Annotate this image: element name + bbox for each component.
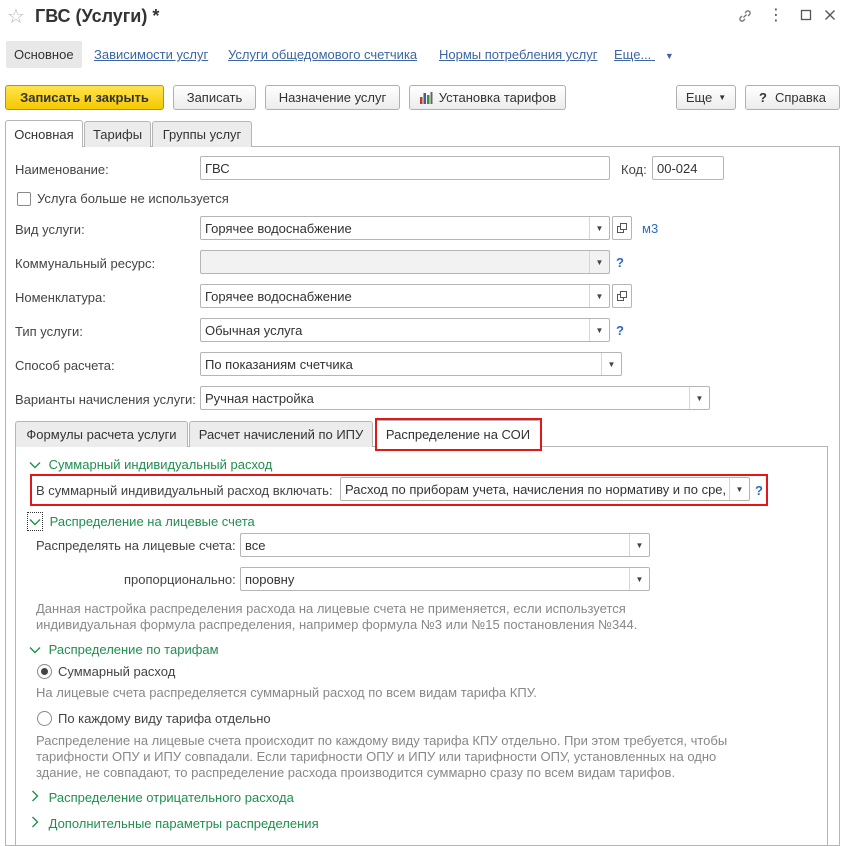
unit-link[interactable]: м3 xyxy=(642,221,659,236)
open-icon[interactable] xyxy=(612,284,632,308)
set-tariffs-button[interactable] xyxy=(409,85,566,110)
tab-formulas[interactable]: Формулы расчета услуги xyxy=(15,421,188,447)
tab-service-groups[interactable]: Группы услуг xyxy=(152,121,252,147)
calc-method-select[interactable] xyxy=(200,352,622,376)
name-input[interactable] xyxy=(200,156,610,180)
link-icon[interactable] xyxy=(737,8,753,27)
radio-each-tariff-label: По каждому виду тарифа отдельно xyxy=(58,711,271,726)
variants-select[interactable] xyxy=(200,386,710,410)
group-negative-distribution-title: Распределение отрицательного расхода xyxy=(48,790,294,805)
set-tariffs-label: Установка тарифов xyxy=(438,90,557,105)
nav-main[interactable]: Основное xyxy=(6,41,82,68)
group-additional-params[interactable] xyxy=(31,816,319,831)
save-and-close-button[interactable]: Записать и закрыть xyxy=(5,85,164,110)
chevron-right-icon xyxy=(31,816,39,831)
radio-each-tariff[interactable] xyxy=(37,711,52,726)
help-button-label: Справка xyxy=(774,90,826,105)
group-account-distribution-title: Распределение на лицевые счета xyxy=(49,514,255,529)
dropdown-arrow-icon[interactable]: ▼ xyxy=(589,285,609,307)
group-negative-distribution[interactable] xyxy=(31,790,294,805)
dropdown-arrow-icon[interactable]: ▼ xyxy=(589,217,609,239)
nav-consumption-norms[interactable]: Нормы потребления услуг xyxy=(439,47,598,62)
open-icon[interactable] xyxy=(612,216,632,240)
more-button[interactable] xyxy=(676,85,736,110)
chevron-down-icon: ▼ xyxy=(718,93,727,102)
group-tariff-distribution[interactable] xyxy=(29,642,219,657)
dropdown-arrow-icon[interactable]: ▼ xyxy=(589,319,609,341)
code-input[interactable] xyxy=(652,156,724,180)
distribution-note: Данная настройка распределения расхода на лицевые счета не применяется, если используется индивидуальная формула распределения, например формула №3 или №15 постановления №344. xyxy=(36,601,638,632)
nomenclature-label: Номенклатура: xyxy=(15,290,106,305)
nav-more-label: Еще... xyxy=(614,47,652,62)
code-value: 00-024 xyxy=(657,160,698,176)
dropdown-arrow-icon[interactable]: ▼ xyxy=(589,251,609,273)
name-label: Наименование: xyxy=(15,162,109,177)
nav-building-meter-services[interactable]: Услуги общедомового счетчика xyxy=(228,47,418,62)
chevron-down-icon xyxy=(29,642,41,657)
not-used-label: Услуга больше не используется xyxy=(37,191,229,206)
not-used-checkbox[interactable] xyxy=(17,192,31,206)
dropdown-arrow-icon[interactable]: ▼ xyxy=(629,568,649,590)
distribute-select[interactable] xyxy=(240,533,650,557)
dropdown-arrow-icon[interactable]: ▼ xyxy=(629,534,649,556)
resource-select[interactable] xyxy=(200,250,610,274)
chevron-right-icon xyxy=(31,790,39,805)
bar-chart-icon xyxy=(419,91,433,104)
dropdown-arrow-icon[interactable]: ▼ xyxy=(601,353,621,375)
group-account-distribution[interactable] xyxy=(27,512,255,531)
service-type-help-icon[interactable]: ? xyxy=(616,323,624,338)
include-label: В суммарный индивидуальный расход включать: xyxy=(36,483,333,498)
service-type-value: Обычная услуга xyxy=(205,322,303,338)
proportional-label: пропорционально: xyxy=(124,572,236,587)
chevron-down-icon xyxy=(27,512,43,531)
favorite-star-icon[interactable]: ☆ xyxy=(7,6,25,28)
more-button-label: Еще xyxy=(685,90,713,105)
chevron-down-icon xyxy=(29,457,41,472)
tab-soi-highlight xyxy=(375,418,542,451)
distribute-label: Распределять на лицевые счета: xyxy=(36,538,236,553)
tab-soi-distribution[interactable]: Распределение на СОИ xyxy=(375,420,541,447)
assign-services-button[interactable]: Назначение услуг xyxy=(265,85,400,110)
service-kind-select[interactable] xyxy=(200,216,610,240)
radio-selected-dot xyxy=(41,668,48,675)
maximize-icon[interactable] xyxy=(800,8,812,24)
more-icon[interactable]: ⋮ xyxy=(768,7,784,24)
service-kind-value: Горячее водоснабжение xyxy=(205,220,352,236)
radio-total-consumption-note: На лицевые счета распределяется суммарный расход по всем видам тарифа КПУ. xyxy=(36,685,537,700)
variants-label: Варианты начисления услуги: xyxy=(15,392,196,407)
window-title: ГВС (Услуги) * xyxy=(35,6,160,26)
calc-method-label: Способ расчета: xyxy=(15,358,115,373)
service-type-label: Тип услуги: xyxy=(15,324,83,339)
dropdown-arrow-icon[interactable]: ▼ xyxy=(689,387,709,409)
distribute-value: все xyxy=(245,537,266,553)
include-help-icon[interactable]: ? xyxy=(755,483,763,498)
resource-label: Коммунальный ресурс: xyxy=(15,256,156,271)
name-value: ГВС xyxy=(205,160,230,176)
group-sum-individual-title: Суммарный индивидуальный расход xyxy=(48,457,273,472)
group-sum-individual[interactable] xyxy=(29,457,272,472)
resource-help-icon[interactable]: ? xyxy=(616,255,624,270)
group-tariff-distribution-title: Распределение по тарифам xyxy=(48,642,219,657)
include-value: Расход по приборам учета, начисления по нормативу и по сре, xyxy=(345,481,727,497)
close-icon[interactable] xyxy=(824,8,836,24)
group-additional-params-title: Дополнительные параметры распределения xyxy=(48,816,319,831)
nomenclature-select[interactable] xyxy=(200,284,610,308)
include-select[interactable] xyxy=(340,477,750,501)
code-label: Код: xyxy=(621,162,647,177)
calc-method-value: По показаниям счетчика xyxy=(205,356,353,372)
proportional-value: поровну xyxy=(245,571,295,587)
radio-total-consumption[interactable] xyxy=(37,664,52,679)
tab-tariffs[interactable]: Тарифы xyxy=(84,121,151,147)
variants-value: Ручная настройка xyxy=(205,390,314,406)
tab-ipu-calc[interactable]: Расчет начислений по ИПУ xyxy=(189,421,373,447)
service-kind-label: Вид услуги: xyxy=(15,222,85,237)
dropdown-arrow-icon[interactable]: ▼ xyxy=(729,478,749,500)
help-icon: ? xyxy=(759,90,767,105)
tab-main[interactable]: Основная xyxy=(5,120,83,147)
proportional-select[interactable] xyxy=(240,567,650,591)
help-button[interactable] xyxy=(745,85,840,110)
radio-each-tariff-note: Распределение на лицевые счета происходит по каждому виду тарифа КПУ отдельно. При этом требуется, чтобы тарифности ОПУ и ИПУ совпадали. Если тарифности ОПУ и ИПУ или тарифности ОПУ, установленных на одно здание, не совпадают, то распределение расхода производится суммарно сразу по всем видам тарифов. xyxy=(36,733,728,780)
service-type-select[interactable] xyxy=(200,318,610,342)
nomenclature-value: Горячее водоснабжение xyxy=(205,288,352,304)
nav-service-dependencies[interactable]: Зависимости услуг xyxy=(94,47,209,62)
nav-more[interactable] xyxy=(614,47,674,62)
save-button[interactable]: Записать xyxy=(173,85,256,110)
radio-total-consumption-label: Суммарный расход xyxy=(58,664,176,679)
chevron-down-icon: ▼ xyxy=(664,51,674,61)
